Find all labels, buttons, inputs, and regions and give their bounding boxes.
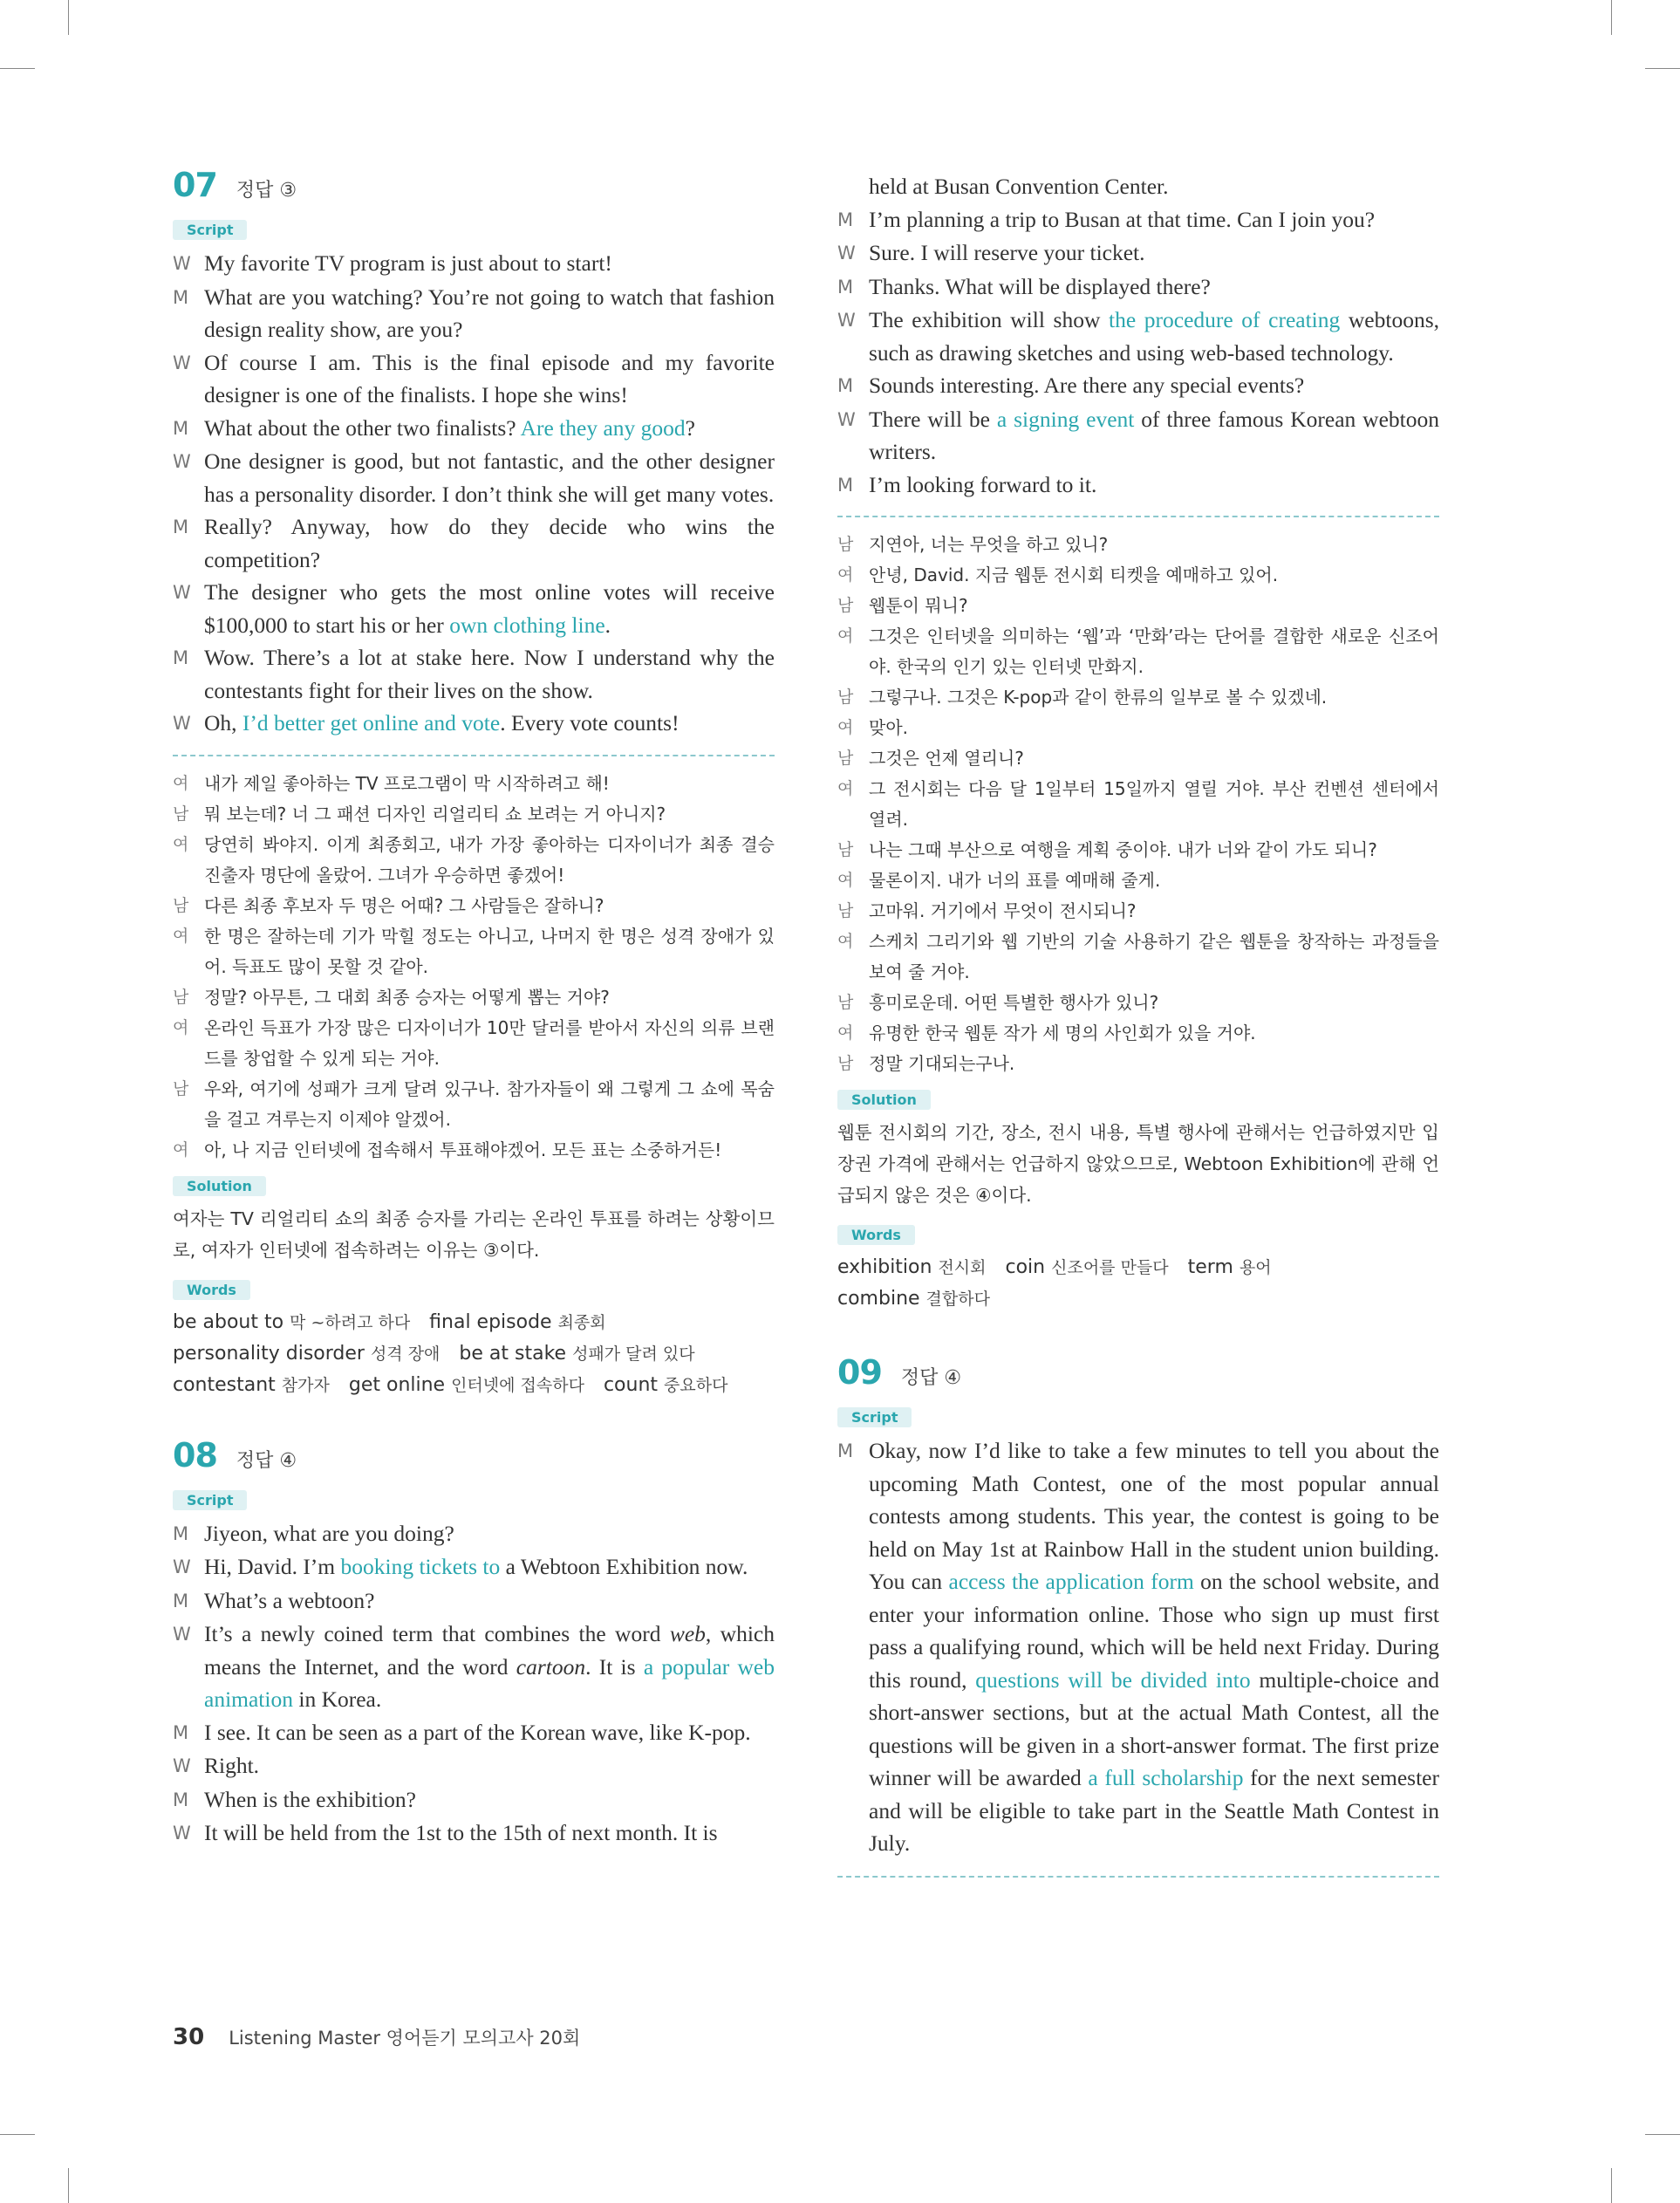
- speaker-label: 여: [837, 779, 854, 798]
- speaker-label: W: [173, 1624, 191, 1645]
- script-line: [837, 170, 1439, 203]
- script-tag: Script: [173, 1490, 247, 1510]
- word-english: contestant: [173, 1373, 282, 1396]
- translation-line: [837, 896, 1439, 927]
- translation-line: [837, 682, 1439, 713]
- answer-label: 정답 ③: [236, 180, 297, 202]
- crop-mark: [68, 2168, 69, 2203]
- script-line: [837, 203, 1439, 237]
- translation-line: [837, 530, 1439, 560]
- translation-text: 그렇구나. 그것은 K-pop과 같이 한류의 일부로 볼 수 있겠네.: [869, 687, 1328, 708]
- word-english: be at stake: [459, 1342, 573, 1365]
- script-line: [837, 270, 1439, 304]
- translation-text: 그것은 언제 열리니?: [869, 748, 1024, 769]
- translation-text: 한 명은 잘하는데 기가 막힐 정도는 아니고, 나머지 한 명은 성격 장애가 있어. 득표도 많이 못할 것 같아.: [204, 925, 775, 977]
- words-row: [837, 1283, 1439, 1315]
- speaker-label: M: [173, 1789, 189, 1810]
- highlighted-phrase: access the application form: [948, 1569, 1194, 1594]
- script-line: [173, 445, 775, 510]
- translation-text: 정말 기대되는구나.: [869, 1053, 1015, 1074]
- translation-line: [837, 1018, 1439, 1049]
- word-english: final episode: [429, 1310, 558, 1333]
- question-number: 09: [837, 1353, 882, 1392]
- translation-text: 그 전시회는 다음 달 1일부터 15일까지 열릴 거야. 부산 컨벤션 센터에서 열려.: [869, 778, 1439, 830]
- words-row: [837, 1252, 1439, 1283]
- script-line: [173, 576, 775, 641]
- word-english: combine: [837, 1288, 926, 1310]
- script-text: My favorite TV program is just about to start!: [204, 250, 612, 276]
- word-english: coin: [1005, 1256, 1052, 1278]
- question-07: [173, 166, 775, 1401]
- script-line: [173, 1716, 775, 1750]
- word-english: count: [603, 1373, 665, 1396]
- word-korean: 성격 장애: [370, 1344, 440, 1364]
- script-tag: Script: [837, 1407, 912, 1427]
- script-text: I’m looking forward to it.: [869, 471, 1097, 497]
- translation-text: 스케치 그리기와 웹 기반의 기술 사용하기 같은 웹툰을 창작하는 과정들을 보여 줄 거야.: [869, 931, 1439, 982]
- speaker-label: M: [837, 375, 854, 396]
- word-korean: 중요하다: [664, 1375, 728, 1395]
- speaker-label: 여: [173, 926, 189, 946]
- highlighted-phrase: own clothing line: [449, 612, 605, 638]
- script-tag: Script: [173, 220, 247, 240]
- highlighted-phrase: questions will be divided into: [975, 1666, 1251, 1693]
- speaker-label: M: [173, 517, 189, 537]
- script-line: [837, 236, 1439, 270]
- speaker-label: M: [173, 1590, 189, 1611]
- speaker-label: [837, 170, 869, 203]
- speaker-label: W: [173, 451, 191, 472]
- script-line: [173, 1749, 775, 1783]
- translation-line: [837, 774, 1439, 835]
- script-lines: [173, 247, 775, 741]
- crop-mark: [1611, 0, 1612, 35]
- script-text: Jiyeon, what are you doing?: [204, 1520, 454, 1546]
- translation-text: 나는 그때 부산으로 여행을 계획 중이야. 내가 너와 같이 가도 되니?: [869, 839, 1377, 860]
- script-line: [173, 707, 775, 741]
- script-text: Sounds interesting. Are there any special events?: [869, 373, 1305, 398]
- speaker-label: 여: [837, 932, 854, 951]
- script-text: It’s a newly coined term that combines the word web, which means the Internet, and the word cartoon. It is a popular web animation in Korea.: [204, 1621, 775, 1712]
- script-text: The exhibition will show the procedure of creating webtoons, such as drawing sketches and using web-based technology.: [869, 307, 1440, 366]
- script-text: Wow. There’s a lot at stake here. Now I understand why the contestants fight for their lives on the show.: [204, 645, 775, 703]
- speaker-label: M: [173, 1522, 189, 1544]
- script-line: [173, 281, 775, 346]
- crop-mark: [0, 68, 35, 69]
- question-08: [173, 1436, 775, 1851]
- word-korean: 전시회: [938, 1258, 987, 1277]
- script-line: [173, 1550, 775, 1584]
- script-text: Oh, I’d better get online and vote. Every vote counts!: [204, 710, 680, 735]
- word-english: be about to: [173, 1310, 290, 1333]
- speaker-label: 여: [837, 1023, 854, 1043]
- translation-text: 내가 제일 좋아하는 TV 프로그램이 막 시작하려고 해!: [204, 772, 610, 794]
- script-line: [173, 510, 775, 576]
- solution-text: 웹툰 전시회의 기간, 장소, 전시 내용, 특별 행사에 관해서는 언급하였지만 입장권 가격에 관해서는 언급하지 않았으므로, Webtoon Exhibition에 관해 언급되지 않은 것은 ④이다.: [837, 1122, 1439, 1206]
- translation-line: [173, 1013, 775, 1074]
- script-text: What about the other two finalists? Are they any good?: [204, 414, 695, 441]
- script-line: [173, 247, 775, 281]
- translation-text: 웹툰이 뭐니?: [869, 595, 968, 616]
- script-text: Of course I am. This is the final episode and my favorite designer is one of the finalists. I hope she wins!: [204, 349, 775, 407]
- word-korean: 막 ~하려고 하다: [290, 1312, 411, 1332]
- highlighted-phrase: a full scholarship: [1088, 1765, 1244, 1790]
- question-09: [837, 1353, 1439, 1878]
- script-text: Right.: [204, 1753, 260, 1778]
- solution-tag: Solution: [837, 1090, 931, 1110]
- script-line: [837, 369, 1439, 403]
- script-line: [173, 1783, 775, 1817]
- page-number: 30: [173, 2024, 205, 2050]
- italic-word: cartoon: [516, 1653, 586, 1680]
- script-line: [837, 1434, 1439, 1860]
- words-list: [173, 1307, 775, 1401]
- script-line: [173, 1584, 775, 1618]
- speaker-label: 여: [173, 834, 189, 854]
- speaker-label: W: [173, 713, 191, 734]
- speaker-label: W: [173, 1755, 191, 1776]
- solution-tag: Solution: [173, 1176, 266, 1196]
- highlighted-phrase: I’d better get online and vote: [242, 710, 501, 735]
- script-text: I’m planning a trip to Busan at that time. Can I join you?: [869, 206, 1376, 232]
- highlighted-phrase: a signing event: [996, 406, 1135, 432]
- translation-line: [837, 560, 1439, 591]
- speaker-label: 남: [837, 993, 854, 1012]
- crop-mark: [1645, 2134, 1680, 2135]
- word-korean: 신조어를 만들다: [1051, 1258, 1169, 1277]
- speaker-label: M: [173, 1721, 189, 1743]
- dashed-divider: [837, 1876, 1439, 1878]
- speaker-label: 남: [837, 840, 854, 859]
- script-text: When is the exhibition?: [204, 1786, 416, 1812]
- speaker-label: W: [173, 253, 191, 274]
- script-line: [837, 304, 1439, 369]
- translation-line: [173, 830, 775, 891]
- speaker-label: W: [173, 352, 191, 373]
- speaker-label: W: [173, 582, 191, 603]
- speaker-label: 남: [173, 804, 189, 824]
- translation-line: [837, 927, 1439, 988]
- translation-text: 고마워. 거기에서 무엇이 전시되니?: [869, 900, 1137, 921]
- words-row: [173, 1307, 775, 1338]
- question-header: [173, 166, 775, 204]
- speaker-label: 남: [837, 749, 854, 768]
- word-korean: 최종회: [557, 1312, 606, 1332]
- translation-text: 다른 최종 후보자 두 명은 어때? 그 사람들은 잘하니?: [204, 894, 604, 916]
- crop-mark: [0, 2134, 35, 2135]
- korean-translation: [837, 530, 1439, 1079]
- word-korean: 용어: [1239, 1258, 1272, 1277]
- speaker-label: 남: [837, 1054, 854, 1073]
- translation-text: 정말? 아무튼, 그 대회 최종 승자는 어떻게 뽑는 거야?: [204, 986, 610, 1008]
- left-column: [173, 166, 775, 1851]
- words-list: [837, 1252, 1439, 1315]
- script-text: I see. It can be seen as a part of the Korean wave, like K-pop.: [204, 1719, 751, 1745]
- speaker-label: 남: [173, 895, 189, 915]
- translation-line: [837, 743, 1439, 774]
- speaker-label: M: [173, 647, 189, 668]
- word-english: personality disorder: [173, 1342, 371, 1365]
- script-line: [173, 1618, 775, 1716]
- book-title: Listening Master 영어듣기 모의고사 20회: [229, 2028, 581, 2049]
- answer-label: 정답 ④: [900, 1367, 962, 1389]
- speaker-label: 여: [837, 565, 854, 585]
- translation-text: 흥미로운데. 어떤 특별한 행사가 있니?: [869, 992, 1159, 1013]
- script-line: [837, 403, 1439, 469]
- solution-text: 여자는 TV 리얼리티 쇼의 최종 승자를 가리는 온라인 투표를 하려는 상황이므로, 여자가 인터넷에 접속하려는 이유는 ③이다.: [173, 1208, 775, 1261]
- translation-line: [837, 713, 1439, 743]
- speaker-label: 남: [837, 688, 854, 707]
- highlighted-phrase: booking tickets to: [340, 1554, 501, 1579]
- speaker-label: W: [837, 408, 856, 430]
- speaker-label: 남: [173, 1078, 189, 1098]
- script-lines-continued: [837, 170, 1439, 502]
- script-lines: [173, 1517, 775, 1851]
- speaker-label: M: [837, 209, 854, 230]
- crop-mark: [68, 0, 69, 35]
- speaker-label: 여: [173, 1017, 189, 1037]
- translation-line: [837, 591, 1439, 621]
- word-korean: 참가자: [281, 1375, 330, 1395]
- translation-line: [173, 921, 775, 982]
- speaker-label: 남: [837, 535, 854, 554]
- translation-line: [173, 1135, 775, 1166]
- question-header: [837, 1353, 1439, 1392]
- highlighted-phrase: a popular web animation: [204, 1653, 775, 1712]
- speaker-label: W: [837, 243, 856, 263]
- translation-line: [173, 799, 775, 830]
- speaker-label: M: [173, 286, 189, 308]
- word-korean: 인터넷에 접속하다: [451, 1375, 584, 1395]
- translation-line: [837, 621, 1439, 682]
- script-text: Really? Anyway, how do they decide who wins the competition?: [204, 514, 775, 572]
- speaker-label: 남: [173, 987, 189, 1007]
- speaker-label: 여: [173, 1139, 189, 1160]
- speaker-label: M: [173, 417, 189, 439]
- highlighted-phrase: Are they any good: [520, 414, 686, 441]
- translation-text: 지연아, 너는 무엇을 하고 있니?: [869, 534, 1109, 555]
- dashed-divider: [173, 755, 775, 756]
- word-korean: 성패가 달려 있다: [572, 1344, 695, 1364]
- translation-line: [837, 1049, 1439, 1079]
- script-text: held at Busan Convention Center.: [869, 174, 1169, 199]
- translation-text: 당연히 봐야지. 이게 최종회고, 내가 가장 좋아하는 디자이너가 최종 결승 진출자 명단에 올랐어. 그녀가 우승하면 좋겠어!: [204, 833, 775, 886]
- translation-line: [837, 988, 1439, 1018]
- translation-text: 뭐 보는데? 너 그 패션 디자인 리얼리티 쇼 보려는 거 아니지?: [204, 803, 666, 824]
- crop-mark: [1645, 68, 1680, 69]
- highlighted-phrase: the procedure of creating: [1109, 307, 1341, 332]
- speaker-label: 여: [837, 718, 854, 737]
- word-english: term: [1187, 1256, 1240, 1278]
- translation-line: [173, 891, 775, 921]
- script-line: [837, 469, 1439, 503]
- dashed-divider: [837, 516, 1439, 517]
- translation-text: 우와, 여기에 성패가 크게 달려 있구나. 참가자들이 왜 그렇게 그 쇼에 목숨을 걸고 겨루는지 이제야 알겠어.: [204, 1078, 775, 1130]
- script-line: [173, 641, 775, 707]
- right-column: [837, 170, 1439, 1890]
- answer-label: 정답 ④: [236, 1449, 297, 1472]
- words-row: [173, 1338, 775, 1370]
- speaker-label: 여: [837, 871, 854, 890]
- speaker-label: 여: [837, 626, 854, 646]
- script-text: Thanks. What will be displayed there?: [869, 273, 1211, 299]
- speaker-label: 남: [837, 901, 854, 920]
- word-english: exhibition: [837, 1256, 939, 1278]
- word-korean: 결합하다: [925, 1290, 990, 1309]
- question-number: 07: [173, 166, 217, 204]
- speaker-label: W: [173, 1823, 191, 1844]
- speaker-label: W: [837, 310, 856, 331]
- words-tag: Words: [173, 1280, 250, 1300]
- script-line: [173, 1517, 775, 1551]
- script-text: The designer who gets the most online votes will receive $100,000 to start his or her own clothing line.: [204, 579, 775, 638]
- translation-line: [837, 835, 1439, 865]
- translation-text: 온라인 득표가 가장 많은 디자이너가 10만 달러를 받아서 자신의 의류 브랜드를 창업할 수 있게 되는 거야.: [204, 1016, 775, 1069]
- translation-text: 맞아.: [869, 717, 908, 738]
- script-text: It will be held from the 1st to the 15th of next month. It is: [204, 1820, 718, 1845]
- question-number: 08: [173, 1435, 217, 1474]
- translation-text: 안녕, David. 지금 웹툰 전시회 티켓을 예매하고 있어.: [869, 564, 1279, 585]
- page-footer: [173, 2024, 580, 2050]
- translation-line: [837, 865, 1439, 896]
- question-header: [173, 1436, 775, 1474]
- script-text: What are you watching? You’re not going to watch that fashion design reality show, are you?: [204, 284, 775, 342]
- speaker-label: 남: [837, 596, 854, 615]
- script-text: Okay, now I’d like to take a few minutes to tell you about the upcoming Math Contest, one of the most popular annual contests among students. This year, the contest is going to be held on May 1st at Rainbow Hall in the student union building. You can access the application form on the school website, and enter your information online. Those who sign up must first pass a qualifying round, which will be held next Friday. During this round, questions will be divided into multiple-choice and short-answer sections, but at the actual Math Contest, all the questions will be given in a short-answer format. The first prize winner will be awarded a full scholarship for the next semester and will be eligible to take part in the Seattle Math Contest in July.: [869, 1438, 1440, 1856]
- korean-translation: [173, 769, 775, 1166]
- translation-line: [173, 1074, 775, 1135]
- script-text: There will be a signing event of three famous Korean webtoon writers.: [869, 406, 1439, 464]
- translation-text: 유명한 한국 웹툰 작가 세 명의 사인회가 있을 거야.: [869, 1023, 1256, 1043]
- translation-text: 아, 나 지금 인터넷에 접속해서 투표해야겠어. 모든 표는 소중하거든!: [204, 1139, 722, 1160]
- script-text: Sure. I will reserve your ticket.: [869, 240, 1145, 265]
- speaker-label: M: [837, 1440, 854, 1461]
- script-line: [173, 412, 775, 446]
- speaker-label: M: [837, 276, 854, 298]
- translation-line: [173, 982, 775, 1013]
- translation-line: [173, 769, 775, 799]
- italic-word: web: [669, 1621, 706, 1646]
- speaker-label: W: [173, 1556, 191, 1577]
- crop-mark: [1611, 2168, 1612, 2203]
- translation-text: 물론이지. 내가 너의 표를 예매해 줄게.: [869, 870, 1161, 891]
- words-row: [173, 1370, 775, 1401]
- speaker-label: M: [837, 474, 854, 496]
- script-line: [173, 346, 775, 412]
- script-text: One designer is good, but not fantastic, and the other designer has a personality disorder. I don’t think she will get many votes.: [204, 448, 775, 507]
- script-text: Hi, David. I’m booking tickets to a Webtoon Exhibition now.: [204, 1554, 748, 1579]
- script-text: What’s a webtoon?: [204, 1587, 375, 1613]
- word-english: get online: [348, 1373, 452, 1396]
- words-tag: Words: [837, 1225, 915, 1245]
- translation-text: 그것은 인터넷을 의미하는 ‘웹’과 ‘만화’라는 단어를 결합한 새로운 신조어야. 한국의 인기 있는 인터넷 만화지.: [869, 626, 1439, 677]
- speaker-label: 여: [173, 773, 189, 793]
- script-line: [173, 1816, 775, 1851]
